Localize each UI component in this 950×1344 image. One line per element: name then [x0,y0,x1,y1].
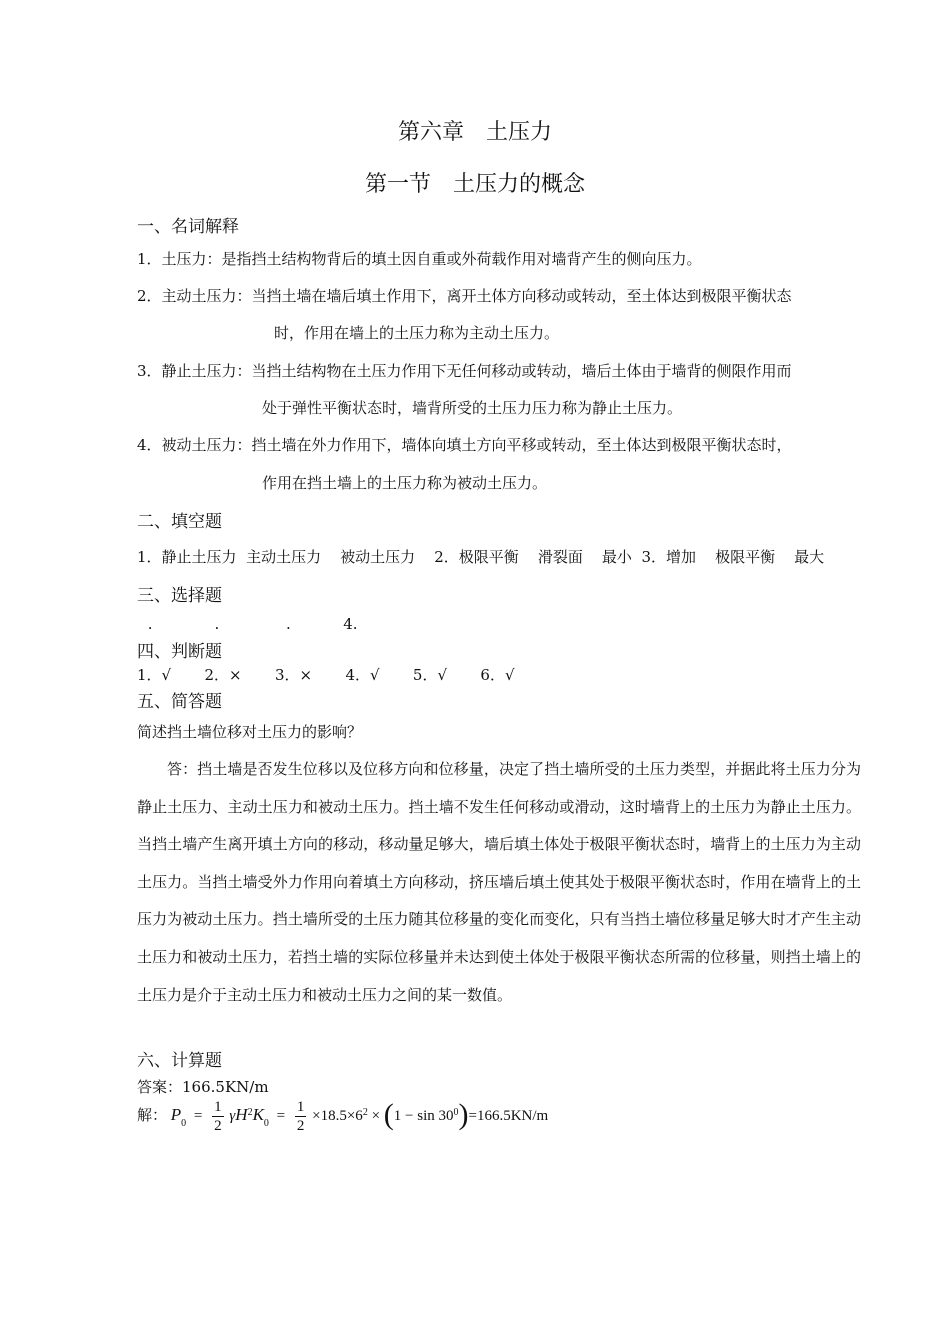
formula-one-minus-sin: 1 − sin 30 [393,1108,454,1124]
chapter-title: 第六章 土压力 [397,120,552,145]
heading-choice: 三、选择题 [137,586,222,606]
term-3-cont: 处于弹性平衡状态时，墙背所受的土压力压力称为静止土压力。 [262,399,683,417]
calc-answer: 答案：166.5KN/m [137,1078,269,1096]
formula-mid: ×18.5×6 [312,1108,363,1124]
formula-K: K [252,1105,264,1124]
term-4: 4．被动土压力：挡土墙在外力作用下，墙体向填土方向平移或转动，至土体达到极限平衡状态时， [137,436,792,454]
formula-K-sub0: 0 [263,1118,269,1129]
term-2: 2．主动土压力：当挡土墙在墙后填土作用下，离开土体方向移动或转动，至土体达到极限平衡状态 [137,287,792,305]
heading-fill-blank: 二、填空题 [137,512,222,532]
heading-short-answer: 五、简答题 [137,692,222,712]
formula-lparen: ( [383,1098,394,1131]
formula-sub0: 0 [181,1118,187,1129]
formula-eq: = [193,1108,203,1124]
formula-eq-2: = [276,1108,286,1124]
frac-den-1: 2 [214,1118,222,1135]
formula-deg: 0 [453,1107,459,1118]
term-2-cont: 时，作用在墙上的土压力称为主动土压力。 [274,324,560,342]
formula-result: =166.5KN/m [468,1108,549,1124]
frac-num-2: 1 [296,1099,305,1116]
true-false-answers: 1．√ 2．× 3．× 4．√ 5．√ 6．√ [137,666,515,684]
formula-half-1 [212,1098,224,1135]
short-answer-paragraph: 答：挡土墙是否发生位移以及位移方向和位移量，决定了挡土墙所受的土压力类型，并据此将土压力分为静止土压力、主动土压力和被动土压力。挡土墙不发生任何移动或滑动，这时墙背上的土压力为静止土压力。当挡土墙产生离开填土方向的移动，移动量足够大，墙后填土体处于极限平衡状态时，墙背上的土压力为主动土压力。当挡土墙受外力作用向着填土方向移动，挤压墙后填土使其处于极限平衡状态时，作用在墙背上的土压力为被动土压力。挡土墙所受的土压力随其位移量的变化而变化，只有当挡土墙位移量足够大时才产生主动土压力和被动土压力，若挡土墙的实际位移量并未达到使土体处于极限平衡状态所需的位移量，则挡土墙上的土压力是介于主动土压力和被动土压力之间的某一数值。 [137,760,861,1004]
term-3: 3．静止土压力：当挡土结构物在土压力作用下无任何移动或转动，墙后土体由于墙背的侧限作用而 [137,362,792,380]
heading-true-false: 四、判断题 [137,642,222,662]
formula-gamma: γ [229,1108,236,1124]
formula-jie: 解： [137,1108,168,1124]
term-4-cont: 作用在挡土墙上的土压力称为被动土压力。 [262,474,548,492]
fill-blank-answers: 1．静止土压力 主动土压力 被动土压力 2．极限平衡 滑裂面 最小 3．增加 极限平衡 最大 [137,548,825,566]
formula-rparen: ) [458,1098,469,1131]
formula-H: H [235,1105,248,1124]
formula-P: P [170,1105,182,1124]
calc-formula [137,1098,548,1135]
frac-den-2: 2 [296,1118,305,1135]
frac-num-1: 1 [214,1099,222,1116]
heading-terms: 一、名词解释 [137,217,239,237]
choice-answers: . . . 4. [143,615,358,633]
section-title: 第一节 土压力的概念 [364,172,585,197]
short-question: 简述挡土墙位移对土压力的影响？ [137,723,363,741]
formula-sq-2: 2 [362,1107,368,1118]
term-1: 1．土压力：是指挡土结构物背后的填土因自重或外荷载作用对墙背产生的侧向压力。 [137,250,702,268]
formula-times: × [371,1108,381,1124]
formula-sq: 2 [247,1107,253,1118]
formula-half-2 [295,1098,307,1135]
heading-calculation: 六、计算题 [137,1051,222,1071]
